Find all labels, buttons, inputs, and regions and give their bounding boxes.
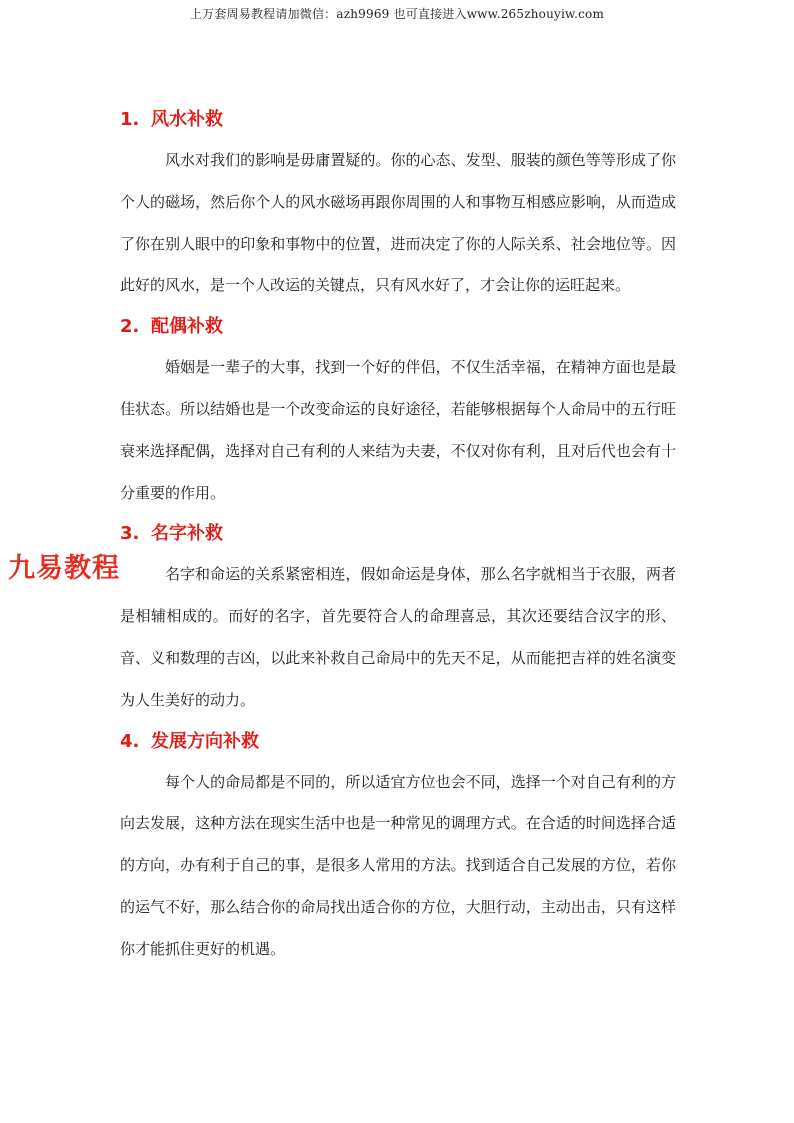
document-body (120, 100, 676, 971)
section-number: 2. (120, 316, 140, 338)
section-title: 名字补救 (151, 523, 223, 545)
page-header: 上万套周易教程请加微信：azh9969 也可直接进入www.265zhouyiw.com (189, 7, 605, 21)
section-title: 发展方向补救 (151, 730, 259, 752)
section-paragraph-direction: 每个人的命局都是不同的，所以适宜方位也会不同，选择一个对自己有利的方向去发展，这种方法在现实生活中也是一种常见的调理方式。在合适的时间选择合适的方向，办有利于自己的事，是很多人常用的方法。找到适合自己发展的方位，若你的运气不好，那么结合你的命局找出适合你的方位，大胆行动，主动出击，只有这样你才能抓住更好的机遇。 (120, 772, 676, 958)
section-title: 配偶补救 (151, 316, 223, 338)
section-heading-name (120, 514, 676, 554)
section-heading-fengshui (120, 100, 676, 140)
section-number: 1. (120, 109, 140, 130)
section-heading-spouse (120, 307, 676, 347)
section-paragraph-name: 名字和命运的关系紧密相连，假如命运是身体，那么名字就相当于衣服，两者是相辅相成的。而好的名字，首先要符合人的命理喜忌，其次还要结合汉字的形、音、义和数理的吉凶，以此来补救自己命局中的先天不足，从而能把吉祥的姓名演变为人生美好的动力。 (120, 565, 676, 709)
section-paragraph-spouse: 婚姻是一辈子的大事，找到一个好的伴侣，不仅生活幸福，在精神方面也是最佳状态。所以结婚也是一个改变命运的良好途径，若能够根据每个人命局中的五行旺衰来选择配偶，选择对自己有利的人来结为夫妻，不仅对你有利，且对后代也会有十分重要的作用。 (120, 358, 676, 502)
section-heading-direction (120, 722, 676, 762)
section-number: 4. (120, 730, 140, 752)
section-number: 3. (120, 523, 140, 545)
watermark-logo: 九易教程 (8, 553, 120, 584)
section-title: 风水补救 (151, 109, 223, 130)
section-paragraph-fengshui: 风水对我们的影响是毋庸置疑的。你的心态、发型、服装的颜色等等形成了你个人的磁场，然后你个人的风水磁场再跟你周围的人和事物互相感应影响，从而造成了你在别人眼中的印象和事物中的位置，进而决定了你的人际关系、社会地位等。因此好的风水，是一个人改运的关键点，只有风水好了，才会让你的运旺起来。 (120, 151, 676, 295)
